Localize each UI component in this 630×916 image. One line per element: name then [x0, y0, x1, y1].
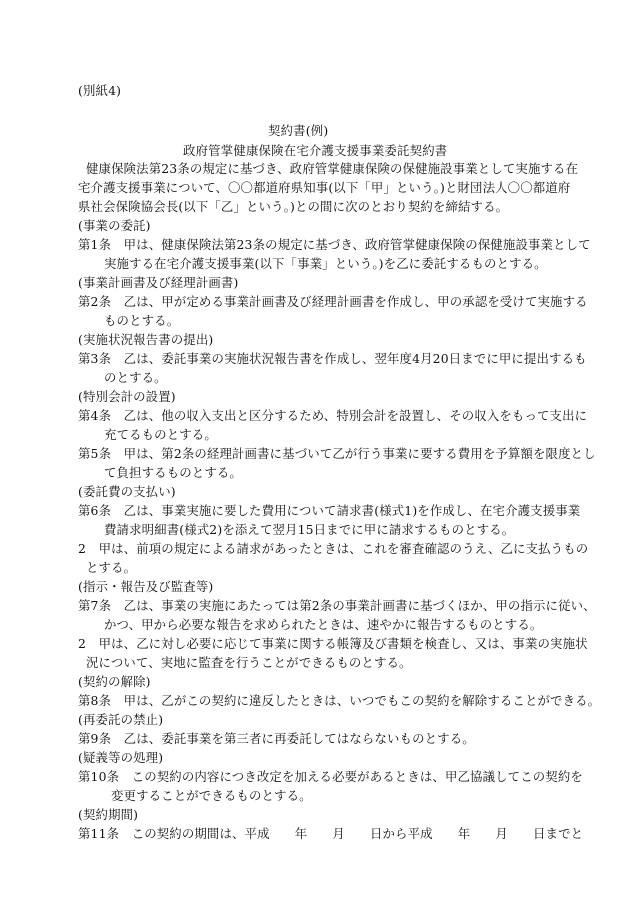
section-heading: (委託費の支払い) — [78, 484, 176, 499]
section-heading: (再委託の禁止) — [78, 712, 164, 727]
article-6-para-2-line-2: とする。 — [86, 560, 137, 575]
article-4-line-1: 第4条 乙は、他の収入支出と区分するため、特別会計を設置し、その収入をもって支出に — [78, 408, 588, 423]
article-9: 第9条 乙は、委託事業を第三者に再委託してはならないものとする。 — [78, 731, 475, 746]
section-heading: (契約期間) — [78, 807, 139, 822]
article-11-line-1: 第11条 この契約の期間は、平成 年 月 日から平成 年 月 日までと — [78, 826, 584, 841]
preamble-line-1: 健康保険法第23条の規定に基づき、政府管掌健康保険の保健施設事業として実施する在 — [86, 161, 579, 176]
article-6-line-2: 費請求明細書(様式2)を添えて翌月15日までに甲に請求するものとする。 — [104, 522, 515, 537]
document-title: 契約書(例) — [268, 123, 329, 138]
article-6-para-2-line-1: 2 甲は、前項の規定による請求があったときは、これを審査確認のうえ、乙に支払うもの — [78, 541, 589, 556]
article-10-line-1: 第10条 この契約の内容につき改定を加える必要があるときは、甲乙協議してこの契約を — [78, 769, 583, 784]
article-5-line-1: 第5条 甲は、第2条の経理計画書に基づいて乙が行う事業に要する費用を予算額を限度とし — [78, 446, 596, 461]
section-heading: (契約の解除) — [78, 674, 151, 689]
article-1-line-2: 実施する在宅介護支援事業(以下「事業」という。)を乙に委託するものとする。 — [104, 256, 547, 271]
article-10-line-2: 変更することができるものとする。 — [111, 788, 312, 803]
document-subtitle: 政府管掌健康保険在宅介護支援事業委託契約書 — [183, 143, 448, 158]
section-heading: (疑義等の処理) — [78, 750, 164, 765]
article-4-line-2: 充てるものとする。 — [104, 427, 217, 442]
article-8: 第8条 甲は、乙がこの契約に違反したときは、いつでもこの契約を解除することができる。 — [78, 693, 601, 708]
section-heading: (事業計画書及び経理計画書) — [78, 275, 239, 290]
article-7-para-2-line-2: 況について、実地に監査を行うことができるものとする。 — [86, 655, 412, 670]
article-6-line-1: 第6条 乙は、事業実施に要した費用について請求書(様式1)を作成し、在宅介護支援事業 — [78, 503, 581, 518]
article-2-line-1: 第2条 乙は、甲が定める事業計画書及び経理計画書を作成し、甲の承認を受けて実施する — [78, 294, 588, 309]
article-7-line-1: 第7条 乙は、事業の実施にあたっては第2条の事業計画書に基づくほか、甲の指示に従い、 — [78, 598, 596, 613]
article-3-line-2: のとする。 — [104, 370, 167, 385]
preamble-line-3: 県社会保険協会長(以下「乙」という。)との間に次のとおり契約を締結する。 — [78, 199, 509, 214]
section-heading: (実施状況報告書の提出) — [78, 332, 214, 347]
appendix-label: (別紙4) — [78, 83, 122, 98]
article-2-line-2: ものとする。 — [104, 313, 180, 328]
section-heading: (特別会計の設置) — [78, 389, 176, 404]
article-1-line-1: 第1条 甲は、健康保険法第23条の規定に基づき、政府管掌健康保険の保健施設事業として — [78, 237, 591, 252]
article-7-para-2-line-1: 2 甲は、乙に対し必要に応じて事業に関する帳簿及び書類を検査し、又は、事業の実施状 — [78, 636, 588, 651]
section-heading: (事業の委託) — [78, 218, 151, 233]
section-heading: (指示・報告及び監査等) — [78, 579, 214, 594]
article-5-line-2: て負担するものとする。 — [104, 465, 242, 480]
article-7-line-2: かつ、甲から必要な報告を求められたときは、速やかに報告するものとする。 — [104, 617, 543, 632]
preamble-line-2: 宅介護支援事業について、〇〇都道府県知事(以下「甲」という。)と財団法人〇〇都道府 — [78, 180, 571, 195]
article-3-line-1: 第3条 乙は、委託事業の実施状況報告書を作成し、翌年度4月20日までに甲に提出するも — [78, 351, 587, 366]
